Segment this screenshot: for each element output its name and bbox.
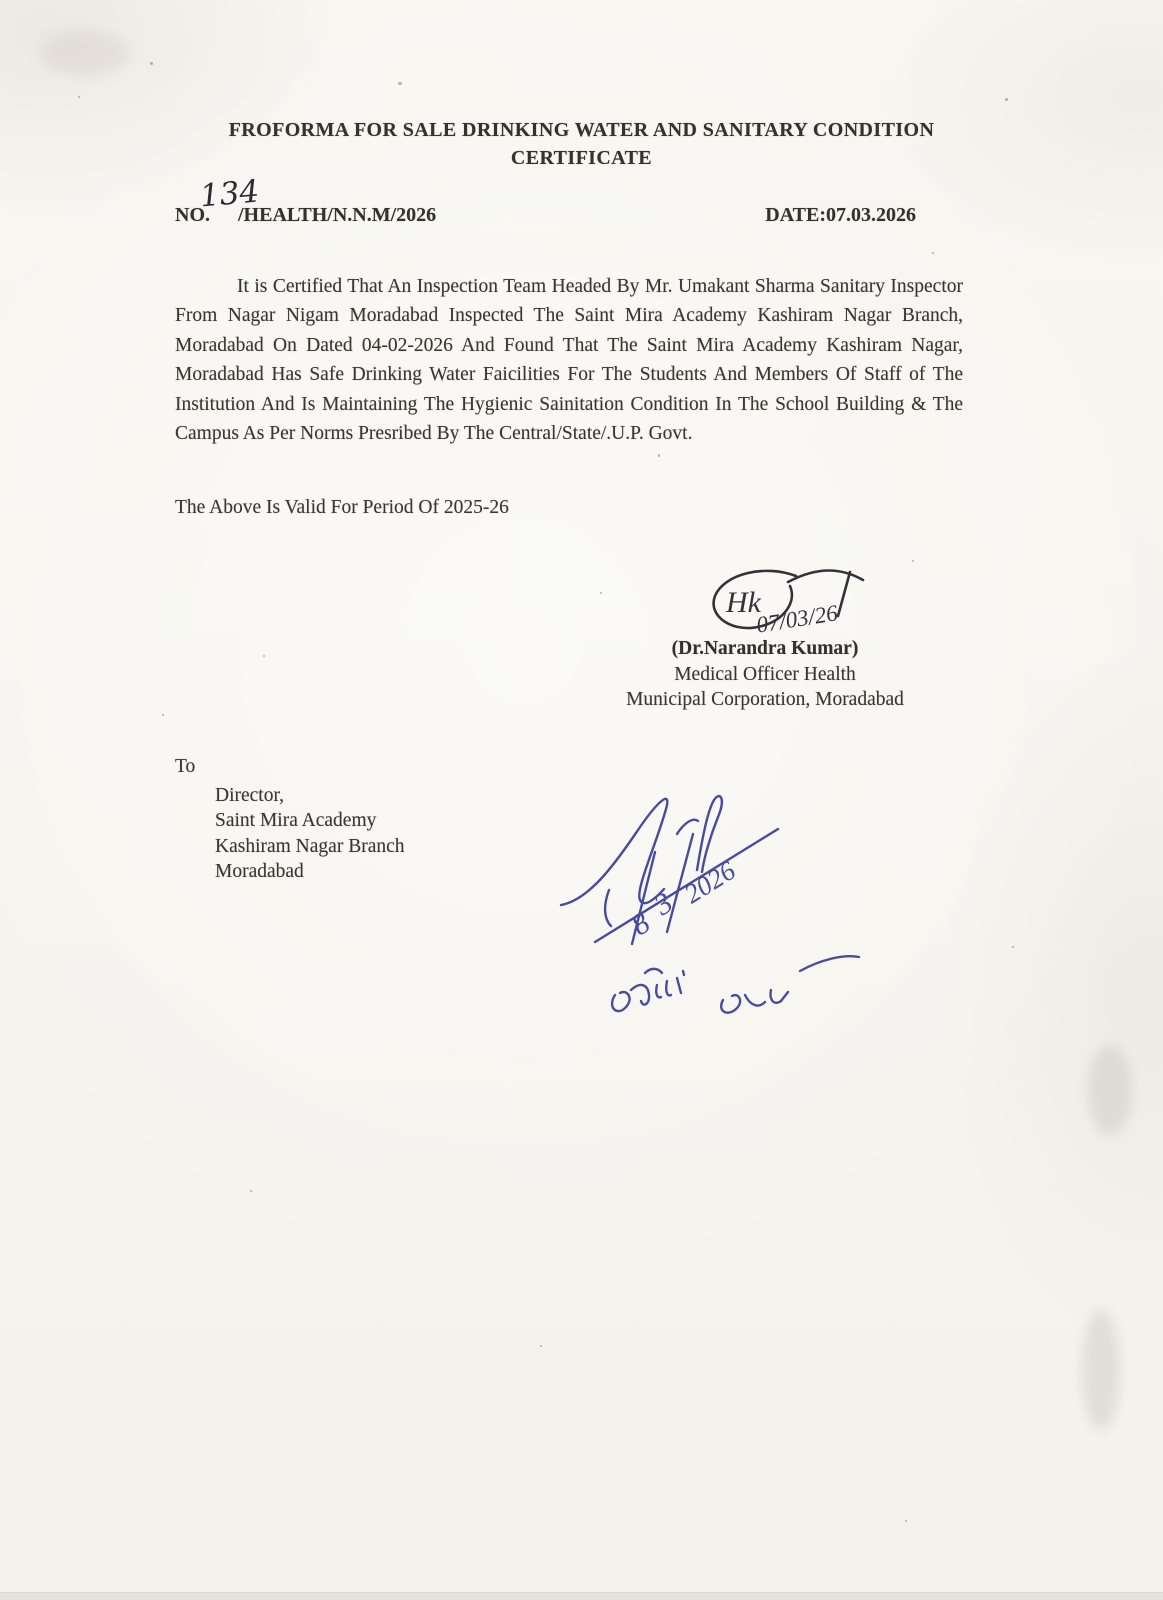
stamp-flourish-stroke: [788, 571, 863, 583]
recipient-line-3: Kashiram Nagar Branch: [215, 835, 405, 857]
scan-smudge: [40, 30, 130, 76]
scan-speck: [250, 1190, 252, 1192]
stamp-slash-stroke: [838, 572, 850, 616]
scan-smudge: [1088, 1045, 1132, 1135]
stamp-date: 07/03/26: [754, 600, 840, 638]
receipt-date-month: 3: [648, 885, 679, 922]
scan-speck: [398, 82, 402, 85]
signatory-block: [600, 636, 930, 713]
document-title-line1: FROFORMA FOR SALE DRINKING WATER AND SANITARY CONDITION: [228, 119, 935, 141]
note-word1-stroke: [612, 978, 681, 1011]
note-diacritic-stroke: [645, 969, 684, 975]
recipient-block: [175, 754, 405, 885]
recipient-salutation: To: [175, 756, 196, 777]
signature-cross-stroke: [677, 820, 698, 834]
recipient-line-2: Saint Mira Academy: [215, 810, 377, 831]
signatory-organization: Municipal Corporation, Moradabad: [626, 689, 904, 710]
receipt-date-day: 8: [625, 906, 656, 943]
note-flourish-stroke: [800, 956, 859, 971]
signature-flourish-stroke: [561, 799, 667, 905]
officer-signature-stamp: [700, 560, 890, 645]
scan-smudge: [1082, 1310, 1120, 1430]
validity-line: The Above Is Valid For Period Of 2025-26: [175, 497, 509, 518]
certificate-body-paragraph: It is Certified That An Inspection Team Headed By Mr. Umakant Sharma Sanitary Inspector From Nagar Nigam Moradabad Inspected The Saint Mira Academy Kashiram Nagar Branch, Moradabad On Dated 04-02-2026 And Found That The Saint Mira Academy Kashiram Nagar, Moradabad Has Safe Drinking Water Faicilities For The Students And Members Of Staff of The Institution And Is Maintaining The Hygienic Sainitation Condition In The School Building & The Campus As Per Norms Presribed By The Central/State/.U.P. Govt.: [175, 275, 963, 444]
scan-speck: [1005, 98, 1008, 101]
recipient-address: [215, 783, 405, 885]
scan-speck: [932, 252, 934, 254]
reference-row: [175, 204, 916, 227]
handwritten-note: [595, 945, 865, 1025]
handwritten-reference-number: 134: [198, 173, 261, 215]
scan-speck: [1012, 946, 1014, 948]
recipient-line-1: Director,: [215, 784, 285, 806]
scan-speck: [600, 592, 602, 594]
scan-speck: [150, 62, 153, 65]
signatory-name: (Dr.Narandra Kumar): [671, 638, 859, 659]
scan-speck: [78, 96, 80, 98]
document-title-line2: CERTIFICATE: [510, 147, 653, 169]
reference-no-label: NO.: [175, 204, 210, 226]
scan-speck: [540, 1345, 542, 1347]
note-word2-stroke: [721, 990, 788, 1013]
scan-speck: [658, 454, 660, 457]
signatory-designation: Medical Officer Health: [674, 663, 856, 685]
reference-no-value: /HEALTH/N.N.M/2026: [238, 204, 437, 226]
document-title: [0, 116, 1163, 172]
reference-number: [175, 204, 436, 227]
stamp-initials: Hk: [726, 586, 761, 619]
scan-speck: [263, 655, 265, 657]
scan-speck: [905, 1520, 907, 1522]
signature-tail-stroke: [605, 890, 611, 926]
scan-speck: [162, 714, 164, 716]
scan-bottom-edge: [0, 1592, 1163, 1600]
receipt-date-year: 2026: [678, 855, 741, 910]
scan-speck: [912, 560, 914, 562]
receipt-signature: [545, 772, 805, 952]
reference-date: DATE:07.03.2026: [765, 204, 916, 226]
recipient-line-4: Moradabad: [215, 861, 304, 882]
